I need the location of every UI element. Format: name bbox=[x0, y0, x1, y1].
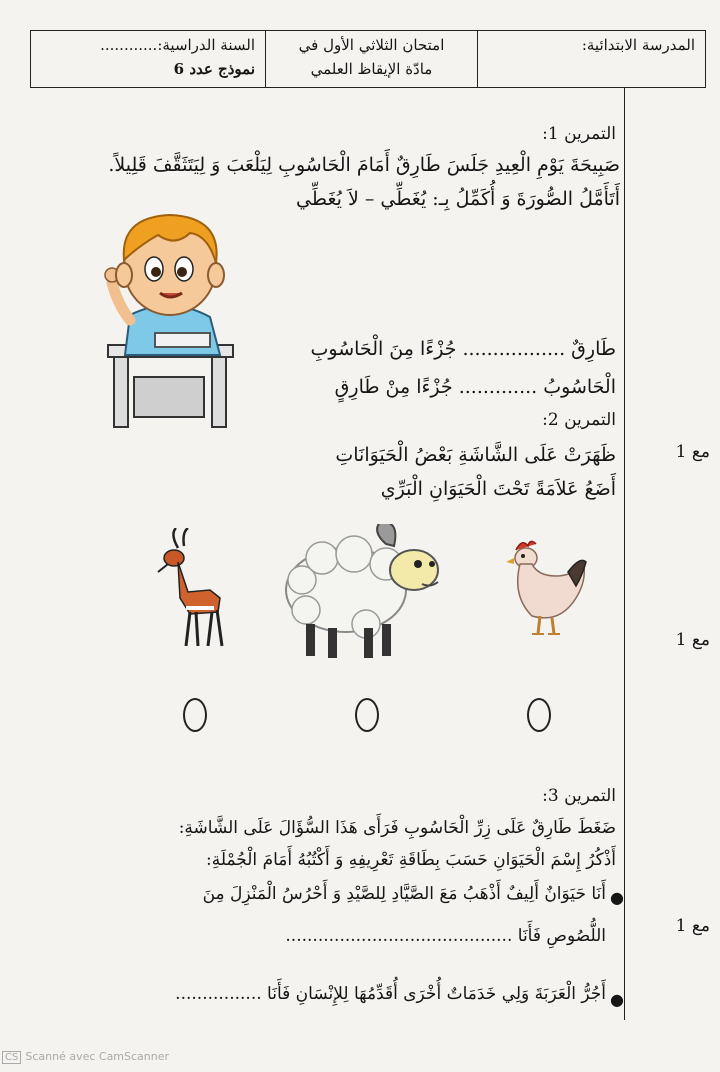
bullet-icon: ● bbox=[610, 990, 624, 1009]
exam-title: امتحان الثلاثي الأول في bbox=[298, 36, 445, 54]
exercise2-intro: ظَهَرَتْ عَلَى الشَّاشَةِ بَعْضُ الْحَيَوَانَاتِ bbox=[335, 444, 616, 466]
exercise3-item1-line1: أَنَا حَيَوَانٌ أَلِيفٌ أَذْهَبُ مَعَ الصَّيَّادِ لِلصَّيْدِ وَ أَحْرُسُ الْمَنْزِلَ مِنَ bbox=[202, 884, 606, 904]
exercise1-line2: الْحَاسُوبُ ............. جُزْءًا مِنْ طَارِقٍ bbox=[334, 376, 616, 398]
mark-exercise3: مع 1 bbox=[675, 916, 710, 936]
school-label: المدرسة الابتدائية: bbox=[581, 36, 695, 54]
mark-exercise2: مع 1 bbox=[675, 630, 710, 650]
answer-circle-gazelle[interactable] bbox=[183, 698, 207, 732]
exercise1-intro: صَبِيحَةَ يَوْمِ الْعِيدِ جَلَسَ طَارِقٌ أَمَامَ الْحَاسُوبِ لِيَلْعَبَ وَ لِيَتَثَقَّفَ قَلِيلاً. bbox=[108, 154, 620, 176]
mark-exercise1: مع 1 bbox=[675, 442, 710, 462]
exercise2-instruction: أَضَعُ عَلاَمَةً تَحْتَ الْحَيَوَانِ الْبَرِّي bbox=[380, 478, 616, 500]
exam-subject: مادّة الإيقاظ العلمي bbox=[310, 60, 433, 78]
boy-computer-illustration bbox=[100, 205, 250, 435]
gazelle-image bbox=[148, 528, 228, 652]
model-number: نموذج عدد 6 bbox=[173, 60, 255, 78]
exercise1-title: التمرين 1: bbox=[542, 124, 616, 144]
exercise3-instruction: أَذْكُرُ إِسْمَ الْحَيَوَانِ حَسَبَ بِطَاقَةِ تَعْرِيفِهِ وَ أَكْتُبُهُ أَمَامَ الْجُمْلَةِ: bbox=[205, 850, 616, 870]
margin-line bbox=[624, 88, 625, 1020]
scanner-watermark bbox=[2, 1050, 169, 1064]
header-table bbox=[30, 30, 706, 88]
exercise2-title: التمرين 2: bbox=[542, 410, 616, 430]
sheep-image bbox=[282, 524, 446, 660]
exercise1-line1: طَارِقٌ ................. جُزْءًا مِنَ الْحَاسُوبِ bbox=[310, 338, 616, 360]
hen-image bbox=[496, 536, 592, 640]
exam-cell bbox=[265, 31, 477, 87]
exercise3-item1-line2: اللُّصُوصِ فَأَنَا .......................................... bbox=[285, 926, 606, 946]
exercise3-intro: ضَغَطَ طَارِقٌ عَلَى زِرِّ الْحَاسُوبِ فَرَأَى هَذَا السُّؤَالَ عَلَى الشَّاشَةِ: bbox=[178, 818, 616, 838]
answer-circle-sheep[interactable] bbox=[355, 698, 379, 732]
scanner-text: Scanné avec CamScanner bbox=[25, 1050, 170, 1063]
camscanner-logo-icon: CS bbox=[2, 1051, 21, 1064]
year-cell bbox=[29, 31, 265, 87]
answer-circle-hen[interactable] bbox=[527, 698, 551, 732]
school-year: السنة الدراسية:............ bbox=[100, 36, 255, 54]
school-cell bbox=[477, 31, 705, 87]
exercise3-title: التمرين 3: bbox=[542, 786, 616, 806]
exercise1-instruction: أَتَأَمَّلُ الصُّورَةَ وَ أُكَمِّلُ بِـ: يُغَطِّي – لاَ يُغَطِّي bbox=[296, 188, 620, 210]
bullet-icon: ● bbox=[610, 888, 624, 907]
exercise3-item2: أَجُرُّ الْعَرَبَةَ وَلِي خَدَمَاتٌ أُخْرَى أُقَدِّمُهَا لِلإِنْسَانِ فَأَنَا ................ bbox=[175, 984, 606, 1004]
